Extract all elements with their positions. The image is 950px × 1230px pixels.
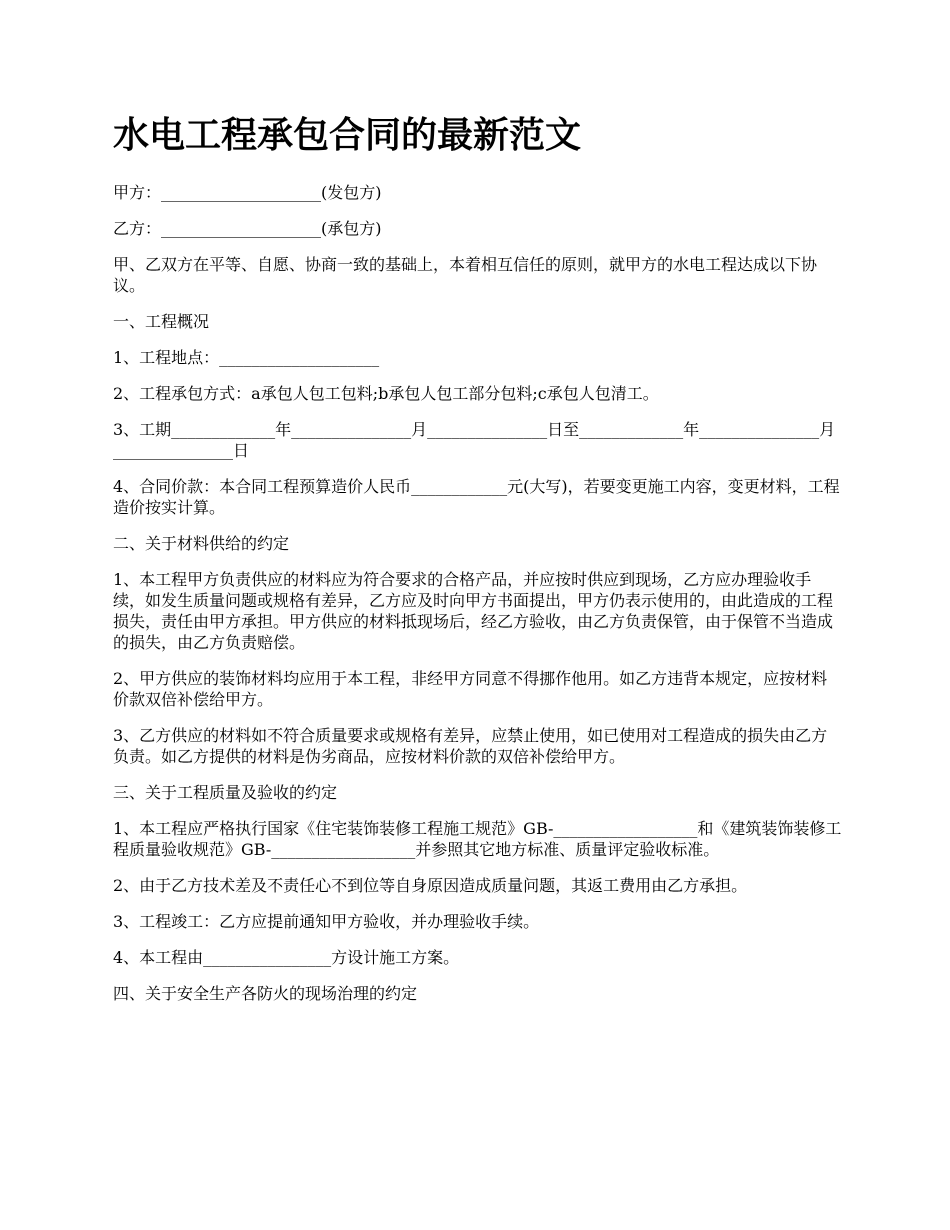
clause-1-3: 3、工期_____________年_______________月_______________日至_____________年_______________月_______________日 [113, 420, 836, 460]
clause-3-2: 2、由于乙方技术差及不责任心不到位等自身原因造成质量问题，其返工费用由乙方承担。 [113, 876, 748, 895]
section-heading-4: 四、关于安全生产各防火的现场治理的约定 [113, 984, 418, 1003]
clause-2-3: 3、乙方供应的材料如不符合质量要求或规格有差异，应禁止使用，如已使用对工程造成的损失由乙方负责。如乙方提供的材料是伪劣商品，应按材料价款的双倍补偿给甲方。 [113, 726, 828, 766]
document-title: 水电工程承包合同的最新范文 [113, 115, 582, 156]
clause-1-2: 2、工程承包方式：a承包人包工包料;b承包人包工部分包料;c承包人包清工。 [113, 384, 659, 403]
clause-3-3: 3、工程竣工：乙方应提前通知甲方验收，并办理验收手续。 [113, 912, 540, 931]
clause-1-1: 1、工程地点：____________________ [113, 348, 380, 367]
section-heading-2: 二、关于材料供给的约定 [113, 534, 290, 553]
section-heading-3: 三、关于工程质量及验收的约定 [113, 783, 338, 802]
clause-3-1: 1、本工程应严格执行国家《住宅装饰装修工程施工规范》GB-__________________和《建筑装饰装修工程质量验收规范》GB-__________________并参照其它地方标准、质量评定验收标准。 [113, 819, 842, 859]
clause-2-1: 1、本工程甲方负责供应的材料应为符合要求的合格产品，并应按时供应到现场，乙方应办理验收手续，如发生质量问题或规格有差异，乙方应及时向甲方书面提出，甲方仍表示使用的，由此造成的工程损失，责任由甲方承担。甲方供应的材料抵现场后，经乙方验收，由乙方负责保管，由于保管不当造成的损失，由乙方负责赔偿。 [113, 570, 834, 652]
party-a-line: 甲方：____________________(发包方) [113, 183, 382, 202]
clause-2-2: 2、甲方供应的装饰材料均应用于本工程，非经甲方同意不得挪作他用。如乙方违背本规定，应按材料价款双倍补偿给甲方。 [113, 669, 828, 709]
clause-3-4: 4、本工程由________________方设计施工方案。 [113, 948, 460, 967]
document-page [113, 112, 843, 1019]
party-b-line: 乙方：____________________(承包方) [113, 219, 382, 238]
clause-1-4: 4、合同价款：本合同工程预算造价人民币____________元(大写)，若要变更施工内容，变更材料，工程造价按实计算。 [113, 477, 840, 517]
preamble-paragraph: 甲、乙双方在平等、自愿、协商一致的基础上，本着相互信任的原则，就甲方的水电工程达成以下协议。 [113, 255, 818, 295]
section-heading-1: 一、工程概况 [113, 312, 210, 331]
